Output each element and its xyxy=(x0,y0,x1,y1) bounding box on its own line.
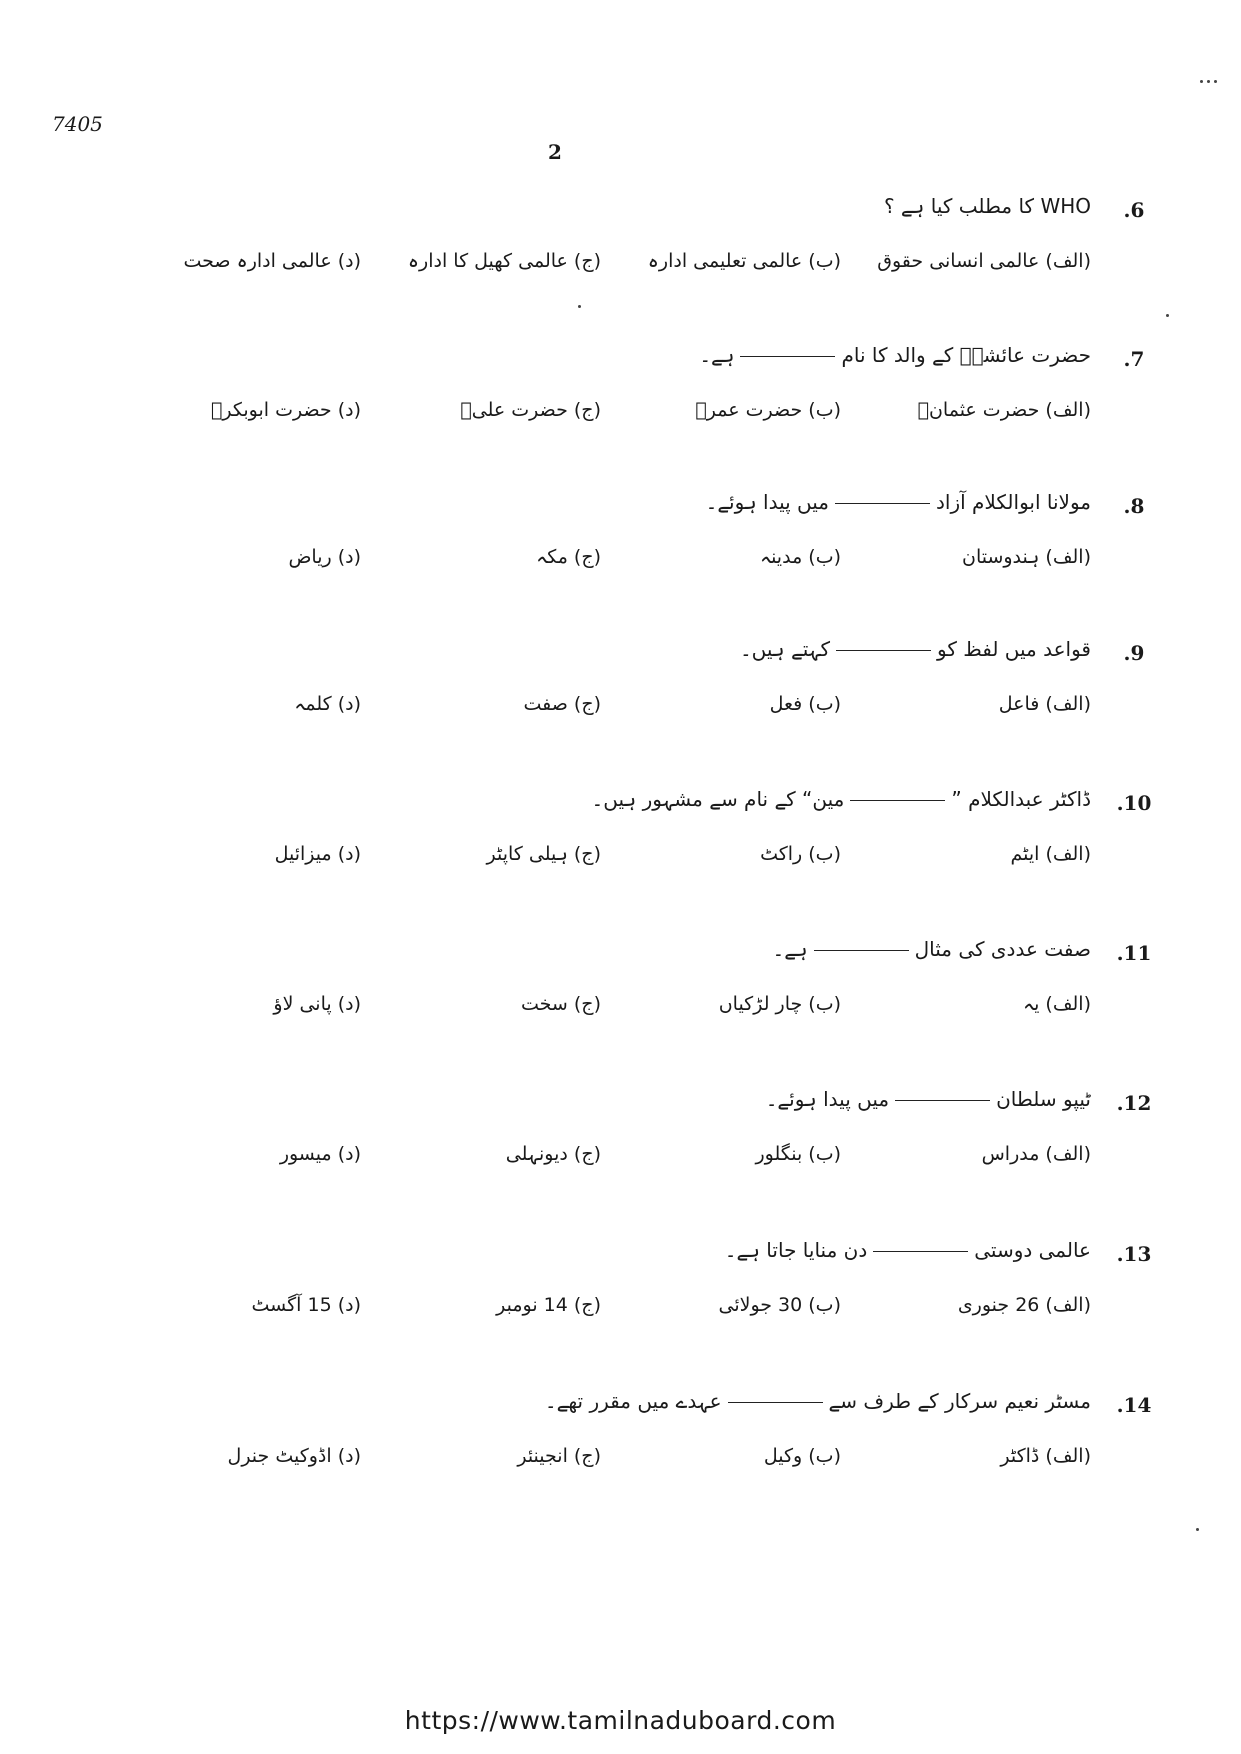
question-8 xyxy=(0,490,1241,594)
question-number: .8 xyxy=(1123,494,1145,518)
option-a: (الف) ایٹم xyxy=(1010,843,1091,865)
question-text: قواعد میں لفظ کوکہتے ہیں۔ xyxy=(739,637,1091,661)
option-c: (ج) عالمی کھیل کا ادارہ xyxy=(407,250,601,272)
answer-blank xyxy=(835,503,930,504)
question-11 xyxy=(0,937,1241,1041)
question-text: WHO کا مطلب کیا ہے ؟ xyxy=(883,194,1091,218)
option-b: (ب) راکٹ xyxy=(760,843,841,865)
option-c: (ج) صفت xyxy=(523,693,601,715)
answer-blank xyxy=(873,1251,968,1252)
question-text: عالمی دوستیدن منایا جاتا ہے۔ xyxy=(724,1238,1091,1262)
option-d: (د) حضرت ابوبکرؓ xyxy=(210,399,361,421)
option-c: (ج) انجینئر xyxy=(517,1445,601,1467)
answer-blank xyxy=(814,950,909,951)
question-number: .7 xyxy=(1123,347,1145,371)
option-a: (الف) ہندوستان xyxy=(961,546,1091,568)
option-a: (الف) حضرت عثمانؓ xyxy=(917,399,1091,421)
question-number: .13 xyxy=(1116,1242,1152,1266)
question-13 xyxy=(0,1238,1241,1342)
question-text: مسٹر نعیم سرکار کے طرف سےعہدے میں مقرر تھے۔ xyxy=(544,1389,1091,1413)
option-a: (الف) یہ xyxy=(1022,993,1091,1015)
question-number: .14 xyxy=(1116,1393,1152,1417)
page-number: 2 xyxy=(548,140,562,164)
question-number: .9 xyxy=(1123,641,1145,665)
option-b: (ب) بنگلور xyxy=(755,1143,841,1165)
option-d: (د) کلمہ xyxy=(294,693,361,715)
option-a: (الف) فاعل xyxy=(998,693,1091,715)
option-a: (الف) مدراس xyxy=(981,1143,1091,1165)
paper-code: 7405 xyxy=(52,112,103,136)
option-d: (د) عالمی ادارہ صحت xyxy=(183,250,361,272)
question-number: .6 xyxy=(1123,198,1145,222)
question-10 xyxy=(0,787,1241,891)
scan-speck xyxy=(1214,80,1217,83)
question-7 xyxy=(0,343,1241,447)
option-d: (د) میسور xyxy=(279,1143,361,1165)
question-text: صفت عددی کی مثالہے۔ xyxy=(772,937,1091,961)
question-6 xyxy=(0,194,1241,298)
scan-speck xyxy=(578,305,581,308)
option-b: (ب) عالمی تعلیمی ادارہ xyxy=(647,250,841,272)
question-text: ڈاکٹر عبدالکلام ”مین“ کے نام سے مشہور ہیں۔ xyxy=(591,787,1091,811)
question-text: حضرت عائشہؓ کے والد کا نامہے۔ xyxy=(699,343,1091,367)
answer-blank xyxy=(850,800,945,801)
option-c: (ج) دیونہلی xyxy=(505,1143,601,1165)
option-c: (ج) 14 نومبر xyxy=(496,1294,601,1316)
option-c: (ج) حضرت علیؓ xyxy=(460,399,601,421)
answer-blank xyxy=(740,356,835,357)
question-number: .12 xyxy=(1116,1091,1152,1115)
scan-speck xyxy=(1166,314,1169,317)
question-number: .10 xyxy=(1116,791,1152,815)
answer-blank xyxy=(728,1402,823,1403)
option-c: (ج) مکہ xyxy=(536,546,601,568)
option-b: (ب) حضرت عمرؓ xyxy=(695,399,841,421)
option-b: (ب) فعل xyxy=(769,693,841,715)
question-number: .11 xyxy=(1116,941,1152,965)
scan-speck xyxy=(1207,80,1210,83)
option-d: (د) 15 آگسٹ xyxy=(251,1294,361,1316)
option-b: (ب) 30 جولائی xyxy=(718,1294,841,1316)
option-c: (ج) سخت xyxy=(521,993,601,1015)
question-text: مولانا ابوالکلام آزادمیں پیدا ہوئے۔ xyxy=(705,490,1091,514)
question-14 xyxy=(0,1389,1241,1493)
option-d: (د) پانی لاؤ xyxy=(273,993,361,1015)
option-a: (الف) عالمی انسانی حقوق xyxy=(877,250,1091,272)
option-d: (د) میزائیل xyxy=(274,843,361,865)
option-b: (ب) چار لڑکیاں xyxy=(718,993,841,1015)
option-b: (ب) وکیل xyxy=(763,1445,841,1467)
option-c: (ج) ہیلی کاپٹر xyxy=(486,843,601,865)
option-a: (الف) 26 جنوری xyxy=(957,1294,1091,1316)
scan-speck xyxy=(1200,80,1203,83)
option-b: (ب) مدینہ xyxy=(759,546,841,568)
question-text: ٹیپو سلطانمیں پیدا ہوئے۔ xyxy=(765,1087,1091,1111)
answer-blank xyxy=(895,1100,990,1101)
question-12 xyxy=(0,1087,1241,1191)
option-a: (الف) ڈاکٹر xyxy=(1000,1445,1091,1467)
question-9 xyxy=(0,637,1241,741)
answer-blank xyxy=(836,650,931,651)
option-d: (د) ریاض xyxy=(288,546,361,568)
scan-speck xyxy=(1196,1528,1199,1531)
footer-url: https://www.tamilnaduboard.com xyxy=(404,1706,837,1735)
option-d: (د) اڈوکیٹ جنرل xyxy=(227,1445,361,1467)
